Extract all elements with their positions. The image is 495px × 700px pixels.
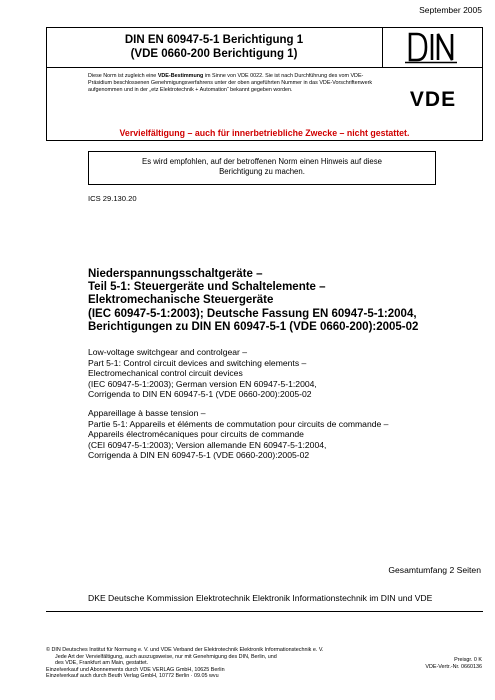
german-title-line: (IEC 60947-5-1:2003); Deutsche Fassung EN 60947-5-1:2004, <box>88 307 417 320</box>
french-title-line: Partie 5-1: Appareils et éléments de commutation pour circuits de commande – <box>88 418 389 429</box>
total-pages: Gesamtumfang 2 Seiten <box>388 565 481 575</box>
german-title-line: Niederspannungsschaltgeräte – <box>88 268 263 280</box>
english-title <box>88 347 448 400</box>
recommendation-box <box>88 151 436 185</box>
english-title-line: Corrigenda to DIN EN 60947-5-1 (VDE 0660-200):2005-02 <box>88 389 312 400</box>
french-title <box>88 408 448 461</box>
ics-code: ICS 29.130.20 <box>88 194 137 203</box>
footer-line: © DIN Deutsches Institut für Normung e. V. und VDE Verband der Elektrotechnik Elektronik Informationstechnik e. V. <box>46 647 324 653</box>
vde-regulation-note: Diese Norm ist zugleich eine VDE-Bestimmung im Sinne von VDE 0022. Sie ist nach Durchführung des vom VDE-Präsidium beschlossenen Genehmigungsverfahrens unter der oben angeführten Nummer in das VDE-Vorschriftenwerk aufgenommen und in der „etz Elektrotechnik + Automation“ bekannt gegeben worden. <box>88 73 373 94</box>
price-group-label: Preisgr. 0 K <box>454 657 482 663</box>
french-title-line: Corrigenda à DIN EN 60947-5-1 (VDE 0660-200):2005-02 <box>88 450 310 461</box>
french-title-line: (CEI 60947-5-1:2003); Version allemande EN 60947-5-1:2004, <box>88 439 327 450</box>
reproduction-warning: Vervielfältigung – auch für innerbetriebliche Zwecke – nicht gestattet. <box>119 128 410 138</box>
publication-date: September 2005 <box>419 5 482 15</box>
din-logo-cell <box>383 27 483 68</box>
english-title-line: (IEC 60947-5-1:2003); German version EN 60947-5-1:2004, <box>88 378 317 389</box>
header-title-cell <box>46 27 383 68</box>
english-title-line: Electromechanical control circuit devices <box>88 368 243 379</box>
footer-line: Einzelverkauf und Abonnements durch VDE VERLAG GmbH, 10625 Berlin <box>46 666 225 673</box>
din-logo <box>383 27 483 67</box>
footer-line: Einzelverkauf auch durch Beuth Verlag GmbH, 10772 Berlin · 09.05 wvu <box>46 673 219 680</box>
vde-distribution-number: VDE-Vertr.-Nr. 0660136 <box>425 663 482 670</box>
german-title <box>88 268 448 334</box>
french-title-line: Appareils électromécaniques pour circuits de commande <box>88 429 304 440</box>
footer-divider <box>46 611 483 612</box>
german-title-line: Berichtigungen zu DIN EN 60947-5-1 (VDE 0660-200):2005-02 <box>88 320 419 333</box>
vde-logo <box>395 88 471 115</box>
footer-line: Jede Art der Vervielfältigung, auch auszugsweise, nur mit Genehmigung des DIN, Berlin, und <box>55 653 277 660</box>
english-title-line: Part 5-1: Control circuit devices and switching elements – <box>88 357 307 368</box>
document-title-line1: DIN EN 60947-5-1 Berichtigung 1 <box>124 34 304 46</box>
svg-text:VDE: VDE <box>409 88 457 110</box>
german-title-line: Teil 5-1: Steuergeräte und Schaltelemente – <box>88 281 326 294</box>
english-title-line: Low-voltage switchgear and controlgear – <box>88 347 248 357</box>
german-title-line: Elektromechanische Steuergeräte <box>88 294 274 307</box>
vde-logo-graphic <box>395 88 471 110</box>
price-group <box>425 657 482 670</box>
copyright-footer <box>46 647 406 680</box>
french-title-line: Appareillage à basse tension – <box>88 408 206 418</box>
document-title-line2: (VDE 0660-200 Berichtigung 1) <box>130 48 298 60</box>
footer-line: des VDE, Frankfurt am Main, gestattet. <box>55 660 149 667</box>
recommendation-line1: Es wird empfohlen, auf der betroffenen Norm einen Hinweis auf diese <box>142 157 382 166</box>
recommendation-line2: Berichtigung zu machen. <box>219 167 305 176</box>
dke-committee: DKE Deutsche Kommission Elektrotechnik Elektronik Informationstechnik im DIN und VDE <box>88 593 433 603</box>
